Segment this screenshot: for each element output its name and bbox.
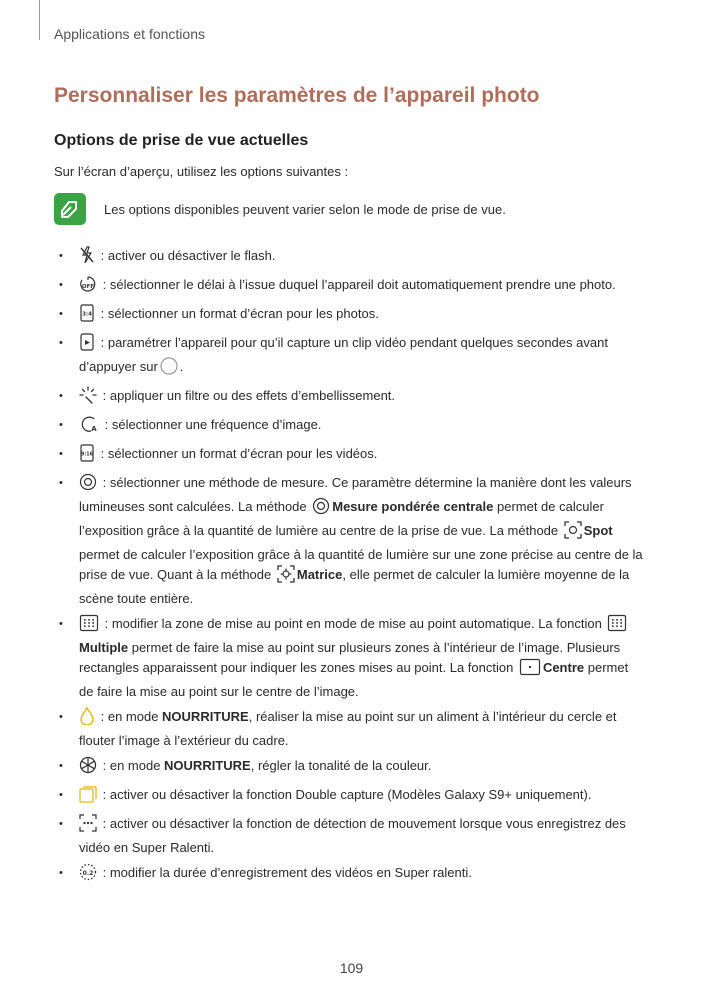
timer-off-icon <box>79 275 97 299</box>
list-item: • 3:4 : sélectionner un format d’écran pour les photos. <box>54 304 646 328</box>
options-list <box>54 246 646 892</box>
dual-capture-icon <box>79 785 97 809</box>
center-weighted-icon <box>312 497 330 521</box>
color-tone-icon <box>79 756 97 780</box>
motion-detect-icon <box>79 814 97 838</box>
list-item: • : activer ou désactiver la fonction Double capture (Modèles Galaxy S9+ uniquement). <box>54 785 646 809</box>
filter-icon <box>79 386 97 410</box>
list-item: • : en mode NOURRITURE, régler la tonalité de la couleur. <box>54 756 646 780</box>
matrix-icon <box>277 565 295 589</box>
section-title: Options de prise de vue actuelles <box>54 132 309 149</box>
frame-rate-icon <box>79 415 99 439</box>
intro-text: Sur l’écran d’aperçu, utilisez les options suivantes : <box>54 164 349 179</box>
ratio-3-4-icon <box>79 304 95 328</box>
list-item: • 0.2 : modifier la durée d’enregistrement des vidéos en Super ralenti. <box>54 863 646 887</box>
multi-focus-icon <box>607 614 627 638</box>
note-text: Les options disponibles peuvent varier selon le mode de prise de vue. <box>104 201 506 217</box>
slowmo-label: • 0.2 <box>82 870 94 877</box>
list-item: • A : sélectionner une fréquence d’image. <box>54 415 646 439</box>
page-number: 109 <box>339 960 364 976</box>
ratio-photo-label: • 3:4 <box>82 311 92 318</box>
focus-multi-icon <box>79 614 99 638</box>
list-item: • OFF : sélectionner le délai à l’issue duquel l’appareil doit automatiquement prendre une photo. <box>54 275 646 299</box>
shutter-button-icon <box>160 357 178 381</box>
motion-photo-icon <box>79 333 95 357</box>
metering-icon <box>79 473 97 497</box>
svg-text:A: • A <box>91 425 97 433</box>
ratio-video-label: • 9:16 <box>81 452 93 458</box>
list-item: • : activer ou désactiver la fonction de détection de mouvement lorsque vous enregistrez des vidéo en Super Ralenti. <box>54 814 646 858</box>
list-item: • 9:16 : sélectionner un format d’écran pour les vidéos. <box>54 444 646 468</box>
page-title: Personnaliser les paramètres de l’appareil photo <box>54 84 540 107</box>
list-item: • : paramétrer l’appareil pour qu’il capture un clip vidéo pendant quelques secondes avant d’appuyer sur . <box>54 333 646 381</box>
slowmo-duration-icon <box>79 863 97 887</box>
spot-icon <box>564 521 582 545</box>
ratio-9-16-icon <box>79 444 95 468</box>
list-item: • : en mode NOURRITURE, réaliser la mise au point sur un aliment à l’intérieur du cercle et flouter l’image à l’extérieur du cadre. <box>54 707 646 751</box>
note-icon <box>54 193 86 225</box>
list-item: • : sélectionner une méthode de mesure. Ce paramètre détermine la manière dont les valeurs lumineuses sont calculées. La méthode Mesure pondérée centrale permet de calculer l’exposition grâce à la quantité de lumière au centre de la prise de vue. La méthode Spot permet de calculer l’exposition grâce à la quantité de lumière sur une zone précise au centre de la prise de vue. Quant à la méthode Matrice, elle permet de calculer la lumière moyenne de la scène toute entière. <box>54 473 646 609</box>
note-box <box>54 193 506 225</box>
list-item: • : activer ou désactiver le flash. <box>54 246 646 270</box>
food-focus-icon <box>79 707 95 731</box>
timer-off-label: • OFF <box>81 284 95 290</box>
margin-divider <box>39 0 40 40</box>
center-focus-icon <box>519 658 541 682</box>
list-item: • : appliquer un filtre ou des effets d’embellissement. <box>54 386 646 410</box>
list-item: • : modifier la zone de mise au point en mode de mise au point automatique. La fonction Multiple permet de faire la mise au point sur plusieurs zones à l’intérieur de l’image. Plusieurs rectangles apparaissent pour indiquer les zones mises au point. La fonction Centre permet de faire la mise au point sur le centre de l’image. <box>54 614 646 702</box>
running-header: Applications et fonctions <box>54 26 205 42</box>
flash-off-icon <box>79 246 95 270</box>
